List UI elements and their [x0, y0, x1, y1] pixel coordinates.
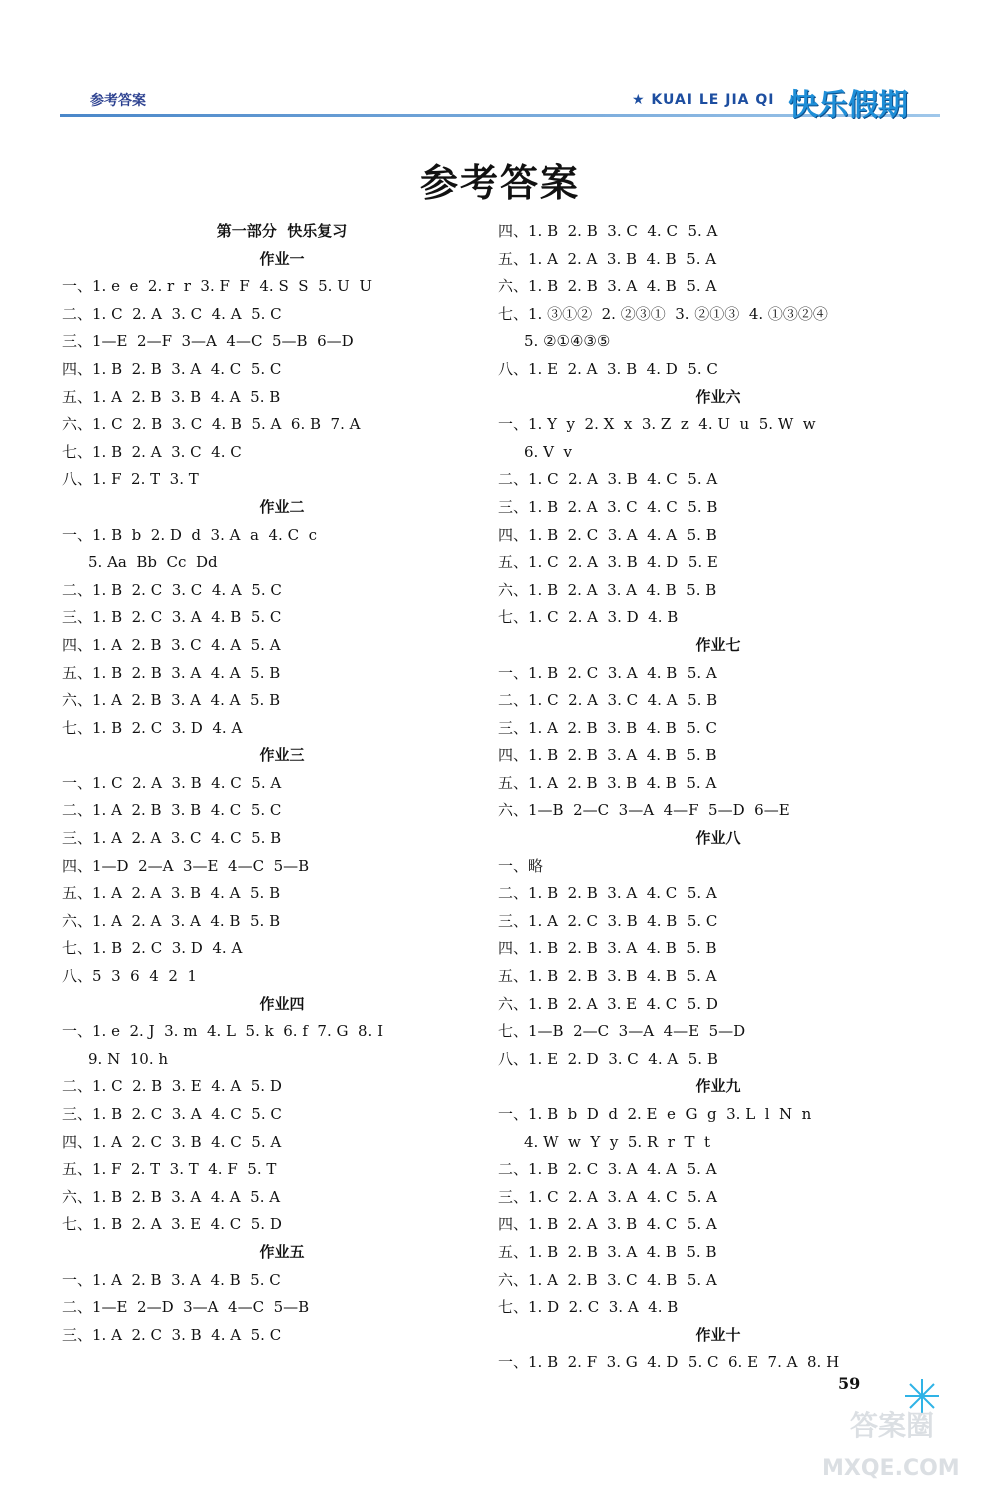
section-heading: 作业九: [695, 1077, 741, 1096]
answer-line: 一、1. B b D d 2. E e G g 3. L l N n: [498, 1105, 812, 1123]
answer-line: 五、1. C 2. A 3. B 4. D 5. E: [498, 553, 718, 572]
answer-line: 一、1. B b 2. D d 3. A a 4. C c: [62, 525, 317, 544]
answer-line: 一、1. e 2. J 3. m 4. L 5. k 6. f 7. G 8. I: [62, 1022, 384, 1041]
answer-line: 四、1. B 2. B 3. A 4. B 5. B: [498, 746, 717, 765]
answer-line: 七、1. B 2. C 3. D 4. A: [62, 718, 243, 737]
section-heading: 作业十: [695, 1325, 741, 1344]
answer-line: 四、1. B 2. B 3. C 4. C 5. A: [498, 222, 718, 240]
answer-line: 6. V v: [524, 442, 572, 461]
answer-line: 六、1. A 2. A 3. A 4. B 5. B: [62, 911, 281, 930]
answer-line: 三、1. A 2. C 3. B 4. B 5. C: [498, 911, 718, 930]
header-pinyin: ★ KUAI LE JIA QI: [632, 92, 775, 108]
answer-line: 一、1. A 2. B 3. A 4. B 5. C: [62, 1270, 281, 1289]
answer-line: 四、1. A 2. B 3. C 4. A 5. A: [62, 635, 281, 654]
answer-line: 一、1. Y y 2. X x 3. Z z 4. U u 5. W w: [498, 415, 816, 434]
section-heading: 作业八: [695, 829, 741, 848]
answer-line: 六、1. A 2. B 3. C 4. B 5. A: [498, 1270, 717, 1289]
page-number: 59: [838, 1374, 861, 1393]
right-answer-column: [498, 218, 938, 1377]
answer-line: 四、1. B 2. A 3. B 4. C 5. A: [498, 1215, 717, 1234]
answer-line: 六、1. B 2. B 3. A 4. A 5. A: [62, 1187, 281, 1206]
header-label: 参考答案: [90, 93, 146, 109]
answer-line: 4. W w Y y 5. R r T t: [524, 1132, 711, 1151]
answer-line: 9. N 10. h: [88, 1049, 169, 1068]
answer-line: 七、1. ③①② 2. ②③① 3. ②①③ 4. ①③②④: [498, 304, 828, 323]
answer-line: 一、1. e e 2. r r 3. F F 4. S S 5. U U: [62, 277, 372, 296]
answer-line: 五、1. A 2. B 3. B 4. A 5. B: [62, 387, 281, 406]
answer-line: 5. ②①④③⑤: [524, 332, 611, 351]
answer-line: 八、1. E 2. A 3. B 4. D 5. C: [498, 359, 718, 378]
answer-line: 八、5 3 6 4 2 1: [62, 967, 197, 986]
answer-line: 一、略: [498, 856, 544, 875]
answer-line: 七、1. C 2. A 3. D 4. B: [498, 608, 679, 627]
answer-line: 四、1. A 2. C 3. B 4. C 5. A: [62, 1132, 282, 1151]
answer-line: 七、1. B 2. A 3. C 4. C: [62, 442, 242, 461]
answer-line: 四、1. B 2. C 3. A 4. A 5. B: [498, 525, 717, 544]
answer-line: 二、1—E 2—D 3—A 4—C 5—B: [62, 1298, 310, 1317]
section-heading: 作业七: [695, 635, 741, 654]
answer-line: 七、1. B 2. C 3. D 4. A: [62, 939, 243, 958]
answer-line: 一、1. B 2. F 3. G 4. D 5. C 6. E 7. A 8. H: [498, 1353, 840, 1372]
watermark-line1: 答案圈: [850, 1409, 935, 1442]
answer-line: 八、1. F 2. T 3. T: [62, 470, 199, 489]
answer-line: 六、1. B 2. B 3. A 4. B 5. A: [498, 277, 717, 296]
answer-line: 七、1—B 2—C 3—A 4—E 5—D: [498, 1022, 746, 1041]
answer-line: 四、1. B 2. B 3. A 4. B 5. B: [498, 939, 717, 958]
page-title: 参考答案: [419, 160, 580, 205]
answer-line: 二、1. C 2. A 3. C 4. A 5. C: [62, 304, 282, 323]
answer-line: 三、1. B 2. C 3. A 4. B 5. C: [62, 608, 282, 627]
answer-line: 一、1. C 2. A 3. B 4. C 5. A: [62, 773, 282, 792]
answer-line: 七、1. B 2. A 3. E 4. C 5. D: [62, 1215, 282, 1234]
answer-line: 五、1. A 2. A 3. B 4. B 5. A: [498, 249, 717, 268]
answer-line: 六、1. B 2. A 3. E 4. C 5. D: [498, 994, 718, 1013]
answer-line: 六、1. C 2. B 3. C 4. B 5. A 6. B 7. A: [62, 415, 361, 434]
answer-line: 五、1. B 2. B 3. A 4. B 5. B: [498, 1242, 717, 1261]
answer-line: 五、1. A 2. A 3. B 4. A 5. B: [62, 884, 281, 903]
answer-line: 三、1. C 2. A 3. A 4. C 5. A: [498, 1187, 717, 1206]
answer-line: 三、1—E 2—F 3—A 4—C 5—B 6—D: [62, 332, 354, 351]
answer-line: 5. Aa Bb Cc Dd: [88, 553, 218, 572]
section-heading: 作业四: [259, 994, 305, 1013]
answer-line: 二、1. B 2. B 3. A 4. C 5. A: [498, 884, 717, 903]
answer-line: 五、1. F 2. T 3. T 4. F 5. T: [62, 1160, 277, 1179]
section-heading: 作业二: [259, 497, 305, 516]
answer-line: 五、1. B 2. B 3. A 4. A 5. B: [62, 663, 281, 682]
answer-line: 三、1. A 2. B 3. B 4. B 5. C: [498, 718, 717, 737]
answer-line: 三、1. B 2. A 3. C 4. C 5. B: [498, 497, 718, 516]
left-answer-column: [62, 218, 502, 1349]
brand-logo: 快乐假期: [788, 88, 908, 123]
answer-line: 七、1. D 2. C 3. A 4. B: [498, 1298, 679, 1317]
answer-line: 二、1. A 2. B 3. B 4. C 5. C: [62, 801, 282, 820]
answer-line: 二、1. B 2. C 3. A 4. A 5. A: [498, 1160, 717, 1179]
section-heading: 作业三: [259, 746, 305, 765]
answer-line: 一、1. B 2. C 3. A 4. B 5. A: [498, 663, 717, 682]
section-heading: 第一部分 快乐复习: [216, 222, 348, 240]
answer-line: 四、1. B 2. B 3. A 4. C 5. C: [62, 359, 282, 378]
answer-line: 二、1. C 2. B 3. E 4. A 5. D: [62, 1077, 282, 1096]
answer-line: 六、1. A 2. B 3. A 4. A 5. B: [62, 691, 281, 710]
answer-line: 六、1—B 2—C 3—A 4—F 5—D 6—E: [498, 801, 790, 820]
answer-line: 二、1. C 2. A 3. C 4. A 5. B: [498, 691, 718, 710]
answer-line: 三、1. A 2. C 3. B 4. A 5. C: [62, 1325, 282, 1344]
section-heading: 作业五: [259, 1242, 305, 1261]
answer-line: 三、1. A 2. A 3. C 4. C 5. B: [62, 829, 282, 848]
answer-line: 五、1. B 2. B 3. B 4. B 5. A: [498, 967, 717, 986]
section-heading: 作业六: [695, 387, 741, 406]
answer-line: 八、1. E 2. D 3. C 4. A 5. B: [498, 1049, 718, 1068]
answer-line: 二、1. C 2. A 3. B 4. C 5. A: [498, 470, 718, 489]
answer-line: 二、1. B 2. C 3. C 4. A 5. C: [62, 580, 282, 599]
answer-line: 四、1—D 2—A 3—E 4—C 5—B: [62, 856, 310, 875]
answer-line: 六、1. B 2. A 3. A 4. B 5. B: [498, 580, 717, 599]
answer-line: 五、1. A 2. B 3. B 4. B 5. A: [498, 773, 717, 792]
watermark-line2: MXQE.COM: [822, 1456, 960, 1481]
answer-line: 三、1. B 2. C 3. A 4. C 5. C: [62, 1105, 282, 1123]
page-header: [60, 78, 940, 128]
section-heading: 作业一: [259, 249, 305, 268]
sparkle-icon: [905, 1379, 939, 1413]
